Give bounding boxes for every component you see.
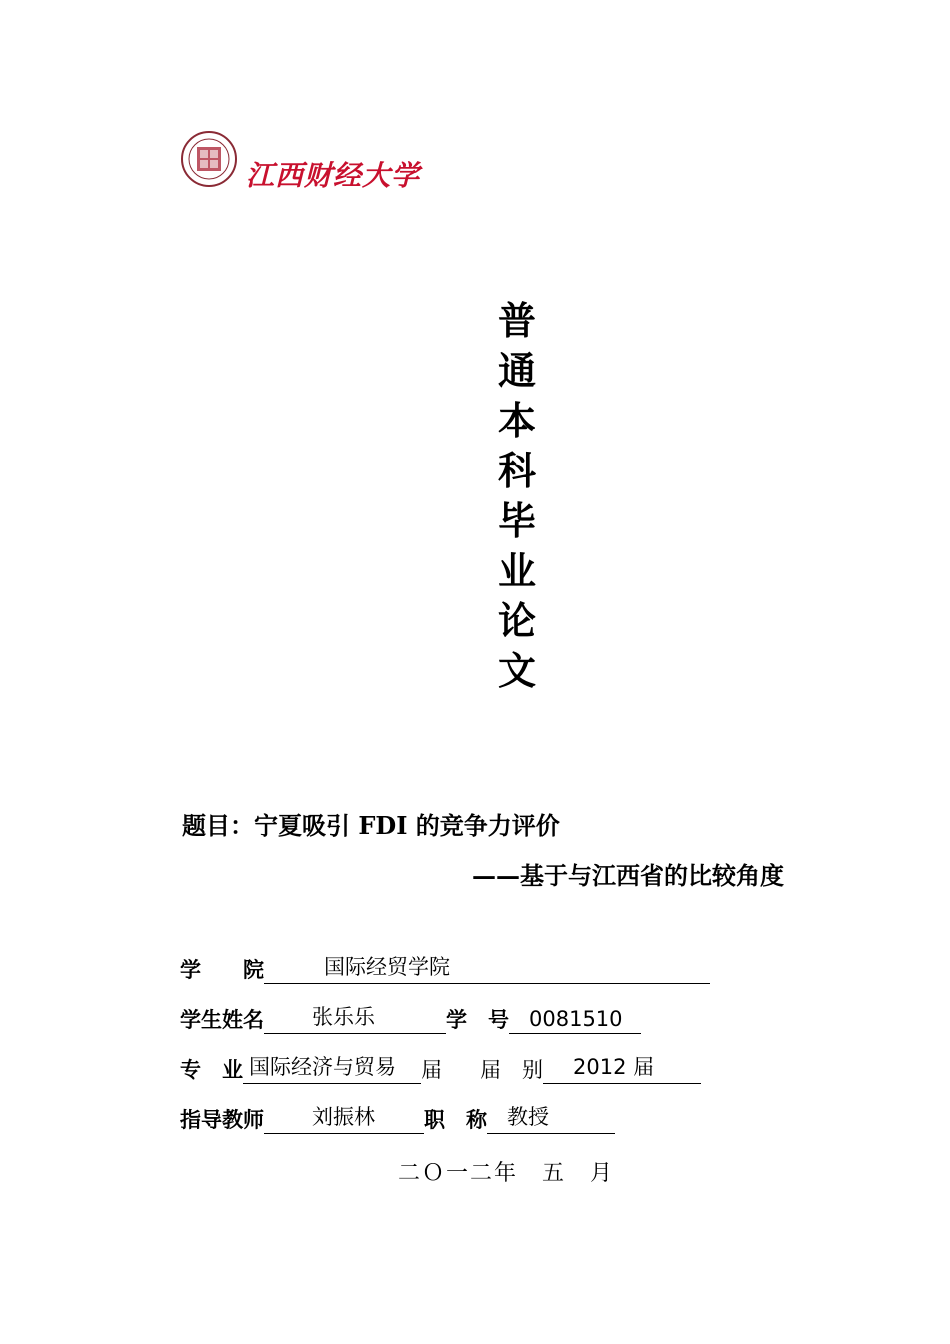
major-field [243,1055,421,1084]
student-name-value: 张乐乐 [312,1005,375,1029]
title-char: 通 [497,349,536,393]
university-logo [180,130,430,194]
major-value: 国际经济与贸易 [249,1055,396,1079]
advisor-value: 刘振林 [312,1105,375,1129]
student-id-label: 学 号 [446,1008,509,1032]
class-label: 届 别 [480,1058,543,1082]
title-char: 普 [497,299,536,343]
title-char: 文 [497,649,536,693]
title-char: 毕 [497,499,536,543]
rank-label: 职 称 [424,1108,487,1132]
advisor-field [264,1105,424,1134]
title-char: 本 [497,399,536,443]
rank-field [487,1105,615,1134]
major-suffix: 届 [421,1058,442,1082]
thesis-subtitle: ——基于与江西省的比较角度 [472,861,784,890]
title-char: 论 [497,599,536,643]
student-name-field [264,1005,446,1034]
advisor-label: 指导教师 [180,1108,264,1132]
advisor-row [180,1104,615,1138]
thesis-title [182,806,560,841]
class-value: 2012 届 [573,1055,655,1079]
college-label: 学 院 [180,958,264,982]
thesis-title-label: 题目： [182,811,254,840]
college-field [264,955,710,984]
student-id-field [509,1005,641,1034]
university-name: 江西财经大学 [246,159,421,192]
thesis-type-title [495,296,539,696]
major-label: 专 业 [180,1058,243,1082]
college-value: 国际经贸学院 [324,955,450,979]
student-id-value: 0081510 [529,1007,623,1031]
student-row [180,1004,641,1038]
class-field [543,1055,701,1084]
title-char: 业 [497,549,536,593]
thesis-title-text: 宁夏吸引 FDI 的竞争力评价 [254,811,560,840]
university-seal-icon [180,130,238,188]
major-row [180,1054,701,1088]
student-name-label: 学生姓名 [180,1008,264,1032]
college-row [180,954,710,988]
title-char: 科 [497,449,536,493]
rank-value: 教授 [507,1105,549,1129]
submission-date: 二Ｏ一二年 五 月 [398,1161,615,1186]
